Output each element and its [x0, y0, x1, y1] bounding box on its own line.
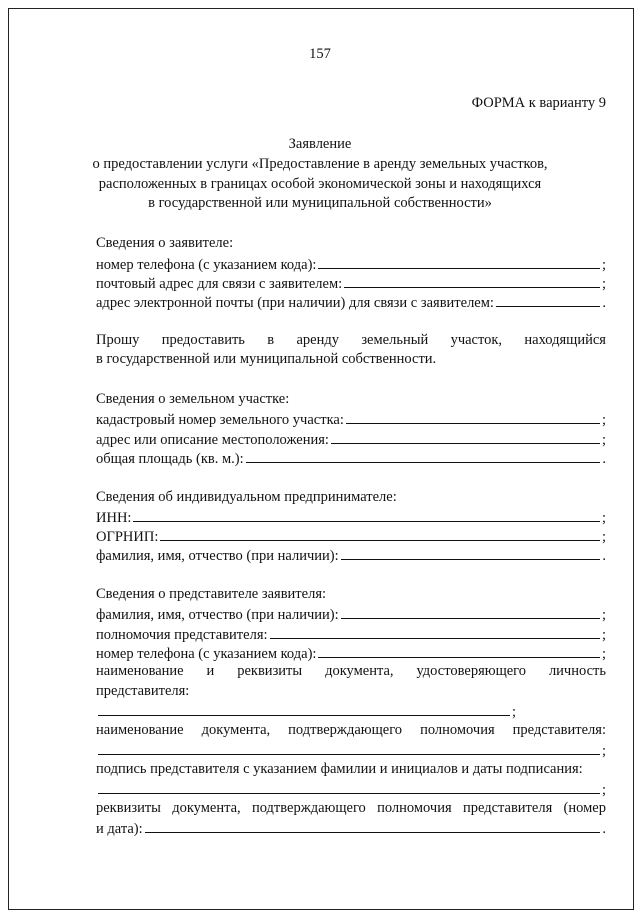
land-area-field[interactable] [246, 450, 601, 463]
semicolon: ; [601, 257, 606, 273]
representative-powers-row [96, 626, 606, 643]
representative-id-doc-field[interactable] [98, 703, 510, 716]
applicant-postal-row [96, 275, 606, 292]
entrepreneur-ogrnip-row [96, 528, 606, 545]
semicolon: ; [601, 782, 606, 798]
land-area-label: общая площадь (кв. м.): [96, 451, 244, 467]
land-address-field[interactable] [331, 431, 600, 444]
applicant-postal-label: почтовый адрес для связи с заявителем: [96, 276, 343, 292]
land-heading: Сведения о земельном участке: [96, 391, 290, 407]
land-cadastral-field[interactable] [346, 411, 600, 424]
period: . [602, 821, 606, 837]
entrepreneur-ogrnip-field[interactable] [160, 528, 600, 541]
power-doc-word: представителя: [512, 722, 606, 738]
entrepreneur-fio-label: фамилия, имя, отчество (при наличии): [96, 548, 339, 564]
semicolon: ; [601, 627, 606, 643]
id-doc-word: личность [548, 663, 606, 679]
power-details-word: документа, [172, 800, 241, 816]
request-word: находящийся [524, 332, 606, 348]
id-doc-word: удостоверяющего [416, 663, 527, 679]
representative-signature-field[interactable] [98, 781, 600, 794]
representative-power-details-line-1 [96, 801, 606, 816]
representative-power-doc-field[interactable] [98, 742, 600, 755]
semicolon: ; [511, 704, 516, 720]
form-reference: ФОРМА к варианту 9 [471, 95, 606, 111]
representative-phone-field[interactable] [318, 645, 600, 658]
applicant-email-row [96, 294, 606, 311]
entrepreneur-inn-field[interactable] [133, 509, 600, 522]
request-word: аренду [296, 332, 339, 348]
applicant-email-label: адрес электронной почты (при наличии) для связи с заявителем: [96, 295, 494, 311]
representative-id-doc-line-2: представителя: [96, 683, 190, 699]
representative-signature-label: подпись представителя с указанием фамилии и инициалов и даты подписания: [96, 761, 583, 777]
applicant-phone-field[interactable] [318, 256, 600, 269]
id-doc-word: и [206, 663, 215, 679]
period: . [602, 295, 606, 311]
land-cadastral-label: кадастровый номер земельного участка: [96, 412, 344, 428]
representative-power-doc-line [96, 723, 606, 738]
request-line-1 [96, 333, 606, 348]
representative-power-details-label: и дата): [96, 821, 143, 837]
representative-id-doc-row [96, 703, 516, 720]
representative-fio-field[interactable] [341, 606, 600, 619]
semicolon: ; [601, 529, 606, 545]
entrepreneur-inn-row [96, 509, 606, 526]
applicant-heading: Сведения о заявителе: [96, 235, 234, 251]
applicant-postal-field[interactable] [344, 275, 600, 288]
title-line-2: расположенных в границах особой экономической зоны и находящихся [98, 176, 542, 192]
land-address-row [96, 431, 606, 448]
semicolon: ; [601, 743, 606, 759]
representative-powers-label: полномочия представителя: [96, 627, 268, 643]
id-doc-word: реквизиты [237, 663, 303, 679]
land-cadastral-row [96, 411, 606, 428]
representative-power-details-row [96, 820, 606, 837]
representative-heading: Сведения о представителе заявителя: [96, 586, 327, 602]
request-word: в [267, 332, 275, 348]
entrepreneur-fio-field[interactable] [341, 547, 601, 560]
title-line-1: о предоставлении услуги «Предоставление в аренду земельных участков, [92, 156, 548, 172]
representative-phone-label: номер телефона (с указанием кода): [96, 646, 317, 662]
entrepreneur-inn-label: ИНН: [96, 510, 132, 526]
power-details-word: подтверждающего [251, 800, 366, 816]
title-line-3: в государственной или муниципальной собственности» [148, 195, 492, 211]
semicolon: ; [601, 432, 606, 448]
page-number: 157 [309, 46, 331, 62]
applicant-phone-row [96, 256, 606, 273]
entrepreneur-fio-row [96, 547, 606, 564]
land-area-row [96, 450, 606, 467]
document-title: Заявление [288, 136, 352, 152]
applicant-email-field[interactable] [496, 294, 600, 307]
land-address-label: адрес или описание местоположения: [96, 432, 329, 448]
power-doc-word: документа, [201, 722, 271, 738]
applicant-phone-label: номер телефона (с указанием кода): [96, 257, 317, 273]
power-details-word: представителя [462, 800, 553, 816]
representative-signature-row [96, 781, 606, 798]
representative-fio-row [96, 606, 606, 623]
representative-fio-label: фамилия, имя, отчество (при наличии): [96, 607, 339, 623]
power-details-word: реквизиты [96, 800, 161, 816]
period: . [602, 451, 606, 467]
id-doc-word: документа, [325, 663, 394, 679]
power-details-word: полномочия [377, 800, 452, 816]
representative-powers-field[interactable] [270, 626, 600, 639]
entrepreneur-ogrnip-label: ОГРНИП: [96, 529, 159, 545]
id-doc-word: наименование [96, 663, 184, 679]
representative-power-details-field[interactable] [145, 820, 601, 833]
power-details-word: (номер [563, 800, 606, 816]
request-word: участок, [450, 332, 503, 348]
representative-power-doc-row [96, 742, 606, 759]
semicolon: ; [601, 607, 606, 623]
representative-id-doc-line-1 [96, 664, 606, 679]
period: . [602, 548, 606, 564]
representative-phone-row [96, 645, 606, 662]
power-doc-word: подтверждающего [288, 722, 403, 738]
power-doc-word: полномочия [420, 722, 495, 738]
semicolon: ; [601, 510, 606, 526]
request-word: Прошу [96, 332, 140, 348]
semicolon: ; [601, 276, 606, 292]
request-word: предоставить [161, 332, 245, 348]
semicolon: ; [601, 412, 606, 428]
semicolon: ; [601, 646, 606, 662]
request-line-2: в государственной или муниципальной собственности. [96, 351, 437, 367]
request-word: земельный [361, 332, 429, 348]
entrepreneur-heading: Сведения об индивидуальном предпринимателе: [96, 489, 397, 505]
power-doc-word: наименование [96, 722, 184, 738]
